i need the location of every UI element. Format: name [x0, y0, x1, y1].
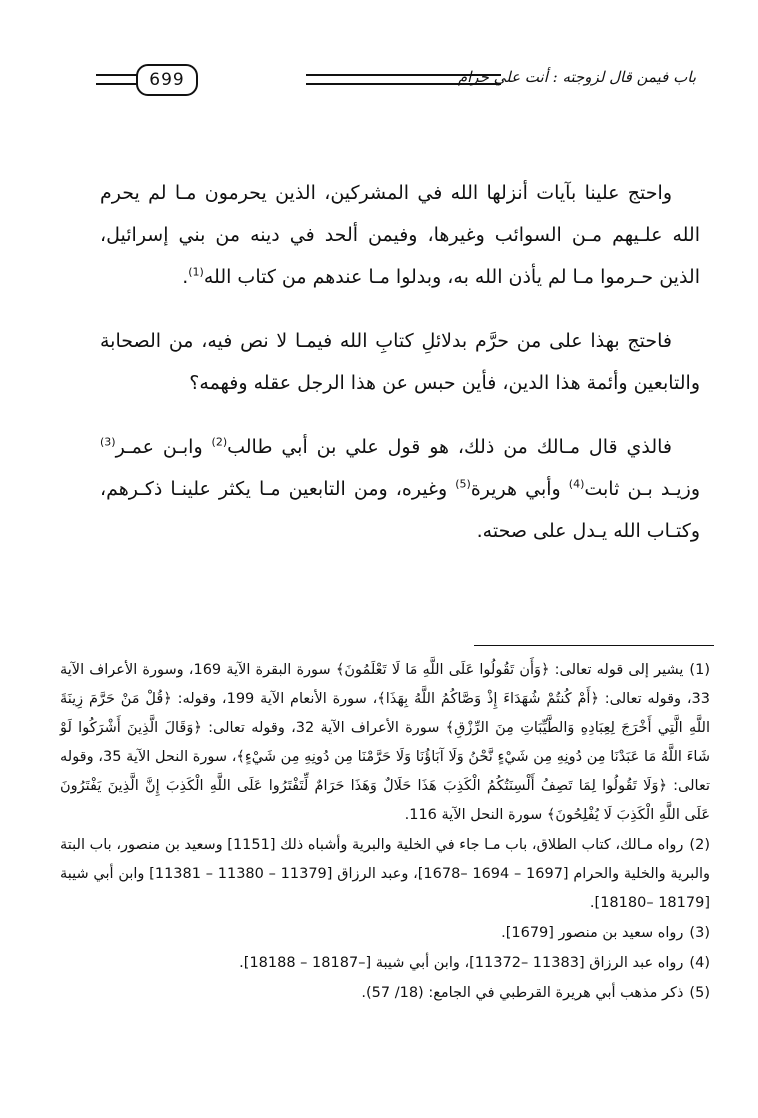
header-double-rule-left	[96, 74, 138, 85]
main-text	[100, 172, 700, 574]
footnote-ref-2[interactable]: (2)	[211, 435, 228, 449]
paragraph-1	[100, 172, 700, 298]
footnote-ref-4[interactable]: (4)	[568, 477, 585, 491]
paragraph-1-end: .	[182, 266, 189, 288]
running-header	[96, 62, 696, 102]
footnote-1	[60, 656, 710, 830]
footnote-ref-5[interactable]: (5)	[455, 477, 471, 491]
page-number: 699	[136, 64, 198, 96]
footnote-text: رواه مـالك، كتاب الطلاق، باب مـا جاء في الخلية والبرية وأشباه ذلك [1151] وسعيد بن منصور، باب البتة والبرية والخلية والحرام [1697 – 1694 –1678]، وعبد الرزاق [11379 – 11380 – 11381] وابن أبي شيبة [18179 –18180].	[60, 837, 711, 911]
footnote-text: رواه عبد الرزاق [11383 –11372]، وابن أبي شيبة [–18187 – 18188].	[239, 955, 684, 971]
footnote-text: يشير إلى قوله تعالى: ﴿وَأَن تَقُولُوا عَلَى اللَّهِ مَا لَا تَعْلَمُونَ﴾ سورة البقرة الآية 169، وسورة الأعراف الآية 33، وقوله تعالى: ﴿أَمْ كُنتُمْ شُهَدَاءَ إِذْ وَصَّاكُمُ اللَّهُ بِهَذَا﴾، سورة الأنعام الآية 199، وقوله: ﴿قُلْ مَنْ حَرَّمَ زِينَةَ اللَّهِ الَّتِي أَخْرَجَ لِعِبَادِهِ وَالطَّيِّبَاتِ مِنَ الرِّزْقِ﴾ سورة الأعراف الآية 32، وقوله تعالى: ﴿وَقَالَ الَّذِينَ أَشْرَكُوا لَوْ شَاءَ اللَّهُ مَا عَبَدْنَا مِن دُونِهِ مِن شَيْءٍ نَّحْنُ وَلَا آبَاؤُنَا وَلَا حَرَّمْنَا مِن دُونِهِ مِن شَيْءٍ﴾، سورة النحل الآية 35، وقوله تعالى: ﴿وَلَا تَقُولُوا لِمَا تَصِفُ أَلْسِنَتُكُمُ الْكَذِبَ هَذَا حَلَالٌ وَهَذَا حَرَامٌ لِّتَفْتَرُوا عَلَى اللَّهِ الْكَذِبَ إِنَّ الَّذِينَ يَفْتَرُونَ عَلَى اللَّهِ الْكَذِبَ لَا يُفْلِحُونَ﴾ سورة النحل الآية 116.	[60, 662, 711, 823]
footnote-text: رواه سعيد بن منصور [1679].	[501, 925, 684, 941]
footnote-2	[60, 831, 710, 918]
footnote-4	[60, 949, 710, 978]
footnote-text: ذكر مذهب أبي هريرة القرطبي في الجامع: (18/ 57).	[361, 985, 684, 1001]
paragraph-3	[100, 426, 700, 552]
footnote-separator	[474, 645, 714, 646]
footnote-ref-3[interactable]: (3)	[100, 435, 116, 449]
paragraph-3-segment-2: وابـن عمـر	[115, 436, 212, 458]
paragraph-1-text: واحتج علينا بآيات أنزلها الله في المشركين، الذين يحرمون مـا لم يحرم الله علـيهم مـن السوائب وغيرها، وفيمن ألحد في دينه من بني إسرائيل، الذين حـرموا مـا لم يأذن الله به، وبدلوا مـا عندهم من كتاب الله	[100, 182, 700, 288]
paragraph-2-text: فاحتج بهذا على من حرَّم بدلائلِ كتابِ الله فيمـا لا نص فيه، من الصحابة والتابعين وأئمة هذا الدين، فأين حبس عن هذا الرجل عقله وفهمه؟	[100, 330, 700, 394]
paragraph-3-segment-1: فالذي قال مـالك من ذلك، هو قول علي بن أبي طالب	[227, 436, 672, 458]
paragraph-2	[100, 320, 700, 404]
footnotes	[60, 656, 710, 1009]
footnote-5	[60, 979, 710, 1008]
paragraph-3-segment-3: وزيـد بـن ثابت	[584, 478, 700, 500]
footnote-ref-1[interactable]: (1)	[188, 265, 204, 279]
paragraph-3-segment-5: وغيره، ومن التابعين مـا يكثر علينـا ذكـرهم، وكتـاب الله يـدل على صحته.	[100, 478, 700, 542]
footnote-number: (2)	[689, 837, 710, 853]
footnote-number: (1)	[689, 662, 710, 678]
paragraph-3-segment-4: وأبي هريرة	[470, 478, 569, 500]
header-double-rule	[306, 74, 501, 85]
header-title: باب فيمن قال لزوجته : أنت علي حرام	[457, 68, 696, 86]
footnote-number: (4)	[689, 955, 710, 971]
footnote-number: (5)	[689, 985, 710, 1001]
footnote-3	[60, 919, 710, 948]
footnote-number: (3)	[689, 925, 710, 941]
